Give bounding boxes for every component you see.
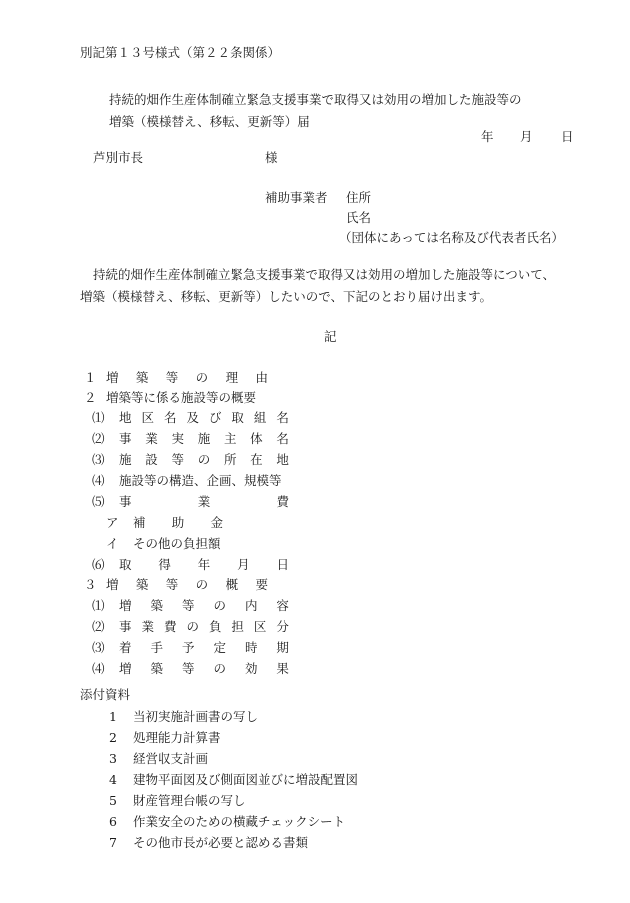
label-char: 容 xyxy=(276,598,289,613)
label-char: の xyxy=(197,452,211,467)
attachment-label: その他市長が必要と認める書類 xyxy=(133,835,309,850)
section-3-title-char: 増 xyxy=(106,577,119,592)
label-char: 業 xyxy=(145,431,158,446)
label-char: 分 xyxy=(276,619,289,634)
section-3-item-label xyxy=(119,621,289,634)
attachment-label: 処理能力計算書 xyxy=(133,730,221,745)
section-1-number: １ xyxy=(84,370,97,385)
label-char: 名 xyxy=(163,410,177,425)
attachment-label: 財産管理台帳の写し xyxy=(133,793,246,808)
label-char: 果 xyxy=(276,661,289,676)
body-text-line2: 増築（模様替え、移転、更新等）したいので、下記のとおり届け出ます。 xyxy=(80,289,493,304)
form-number: 別記第１３号様式（第２２条関係） xyxy=(80,45,281,60)
section-2-item-number: ⑷ xyxy=(92,473,105,488)
section-2-item-number: ⑹ xyxy=(92,557,105,572)
attachment-number: 5 xyxy=(109,793,117,808)
section-2-item-number: ⑸ xyxy=(92,494,105,509)
label-char: 日 xyxy=(276,557,289,572)
sub-item-mark: ア xyxy=(106,515,119,530)
section-1-title xyxy=(106,372,268,385)
label-char: 実 xyxy=(171,431,184,446)
attachment-label: 作業安全のための横藏チェックシート xyxy=(133,814,346,829)
attachment-number: 6 xyxy=(109,814,117,829)
section-2-item-number: ⑶ xyxy=(92,452,105,467)
label-char: 事 xyxy=(119,619,132,634)
label-char: 在 xyxy=(250,452,263,467)
section-2-item-number: ⑴ xyxy=(92,410,105,425)
section-3-item-number: ⑷ xyxy=(92,661,105,676)
label-char: 費 xyxy=(276,494,289,509)
date-day: 日 xyxy=(561,129,574,144)
section-2-item-number: ⑵ xyxy=(92,431,105,446)
date-month: 月 xyxy=(520,129,533,144)
label-char: 手 xyxy=(150,640,163,655)
body-text-line1: 持続的畑作生産体制確立緊急支援事業で取得又は効用の増加した施設等について、 xyxy=(93,267,556,282)
label-char: 増 xyxy=(119,661,132,676)
label-char: 築 xyxy=(150,598,163,613)
label-char: 取 xyxy=(231,410,244,425)
section-3-item-number: ⑴ xyxy=(92,598,105,613)
section-2-title: 増築等に係る施設等の概要 xyxy=(106,390,257,405)
label-char: 年 xyxy=(197,557,211,572)
section-1-title-char: 等 xyxy=(165,370,179,385)
label-char: 期 xyxy=(276,640,289,655)
label-char: 地 xyxy=(119,410,132,425)
document-title-line2: 増築（模様替え、移転、更新等）届 xyxy=(109,114,310,129)
label-char: 助 xyxy=(171,515,185,530)
attachment-number: 1 xyxy=(109,709,117,724)
label-char: の xyxy=(213,661,226,676)
section-3-item-label xyxy=(119,600,289,613)
label-char: 主 xyxy=(223,431,237,446)
label-char: 費 xyxy=(163,619,177,634)
label-char: 体 xyxy=(250,431,263,446)
section-1-title-char: 築 xyxy=(135,370,149,385)
section-3-title-char: 等 xyxy=(165,577,179,592)
applicant-label: 補助事業者 xyxy=(265,190,328,205)
section-2-item-label xyxy=(119,412,289,425)
sub-item-mark: イ xyxy=(106,536,119,551)
label-char: 等 xyxy=(171,452,184,467)
label-char: 等 xyxy=(181,661,195,676)
applicant-name-label: 氏名 xyxy=(346,210,372,225)
attachment-number: 7 xyxy=(109,835,117,850)
label-char: 及 xyxy=(186,410,199,425)
section-3-title-char: 概 xyxy=(225,577,239,592)
section-3-item-number: ⑶ xyxy=(92,640,105,655)
section-2-item-label xyxy=(119,496,289,509)
addressee-honorific: 様 xyxy=(265,150,278,165)
label-char: 補 xyxy=(133,515,146,530)
section-3-item-label xyxy=(119,663,289,676)
label-char: 時 xyxy=(244,640,258,655)
label-char: 増 xyxy=(119,598,132,613)
date-year: 年 xyxy=(481,129,494,144)
label-char: 取 xyxy=(119,557,132,572)
label-char: 施 xyxy=(119,452,132,467)
label-char: の xyxy=(186,619,199,634)
label-char: 定 xyxy=(213,640,226,655)
section-3-title-char: 要 xyxy=(255,577,268,592)
label-char: 施 xyxy=(197,431,211,446)
label-char: 得 xyxy=(158,557,171,572)
label-char: 所 xyxy=(223,452,237,467)
sub-item-label xyxy=(133,517,223,530)
section-3-item-number: ⑵ xyxy=(92,619,105,634)
label-char: 効 xyxy=(244,661,258,676)
label-char: 着 xyxy=(119,640,132,655)
section-2-item-label xyxy=(119,559,289,572)
label-char: 業 xyxy=(197,494,211,509)
section-2-item-label: 施設等の構造、企画、規模等 xyxy=(119,473,282,488)
label-char: 事 xyxy=(119,494,132,509)
label-char: の xyxy=(213,598,226,613)
section-3-title-char: の xyxy=(195,577,209,592)
label-char: 築 xyxy=(150,661,163,676)
label-char: 名 xyxy=(276,431,289,446)
section-2-number: ２ xyxy=(84,390,97,405)
label-char: 組 xyxy=(253,410,267,425)
sub-item-label: その他の負担額 xyxy=(133,536,221,551)
attachment-label: 建物平面図及び側面図並びに増設配置図 xyxy=(133,772,359,787)
attachment-label: 当初実施計画書の写し xyxy=(133,709,259,724)
applicant-note: （団体にあっては名称及び代表者氏名） xyxy=(339,230,564,245)
label-char: 区 xyxy=(253,619,267,634)
label-char: 事 xyxy=(119,431,132,446)
section-3-title-char: 築 xyxy=(135,577,149,592)
label-char: 月 xyxy=(237,557,250,572)
ki-heading: 記 xyxy=(324,329,337,344)
attachments-heading: 添付資料 xyxy=(80,687,131,702)
section-2-item-label xyxy=(119,433,289,446)
section-3-title xyxy=(106,579,268,592)
section-1-title-char: 理 xyxy=(225,370,239,385)
label-char: 業 xyxy=(141,619,154,634)
attachment-label: 経営収支計画 xyxy=(133,751,209,766)
label-char: 等 xyxy=(181,598,195,613)
label-char: 名 xyxy=(276,410,289,425)
label-char: 負 xyxy=(208,619,222,634)
label-char: 地 xyxy=(276,452,289,467)
label-char: び xyxy=(208,410,222,425)
attachment-number: 3 xyxy=(109,751,117,766)
label-char: 設 xyxy=(145,452,158,467)
label-char: 区 xyxy=(141,410,154,425)
label-char: 内 xyxy=(244,598,258,613)
section-1-title-char: 由 xyxy=(255,370,268,385)
attachment-number: 2 xyxy=(109,730,117,745)
section-1-title-char: の xyxy=(195,370,209,385)
section-3-number: ３ xyxy=(84,577,97,592)
section-2-item-label xyxy=(119,454,289,467)
document-title-line1: 持続的畑作生産体制確立緊急支援事業で取得又は効用の増加した施設等の xyxy=(109,92,522,107)
section-3-item-label xyxy=(119,642,289,655)
applicant-address-label: 住所 xyxy=(346,190,372,205)
attachment-number: 4 xyxy=(109,772,117,787)
addressee-name: 芦別市長 xyxy=(93,150,144,165)
label-char: 担 xyxy=(231,619,244,634)
label-char: 金 xyxy=(210,515,223,530)
section-1-title-char: 増 xyxy=(106,370,119,385)
label-char: 予 xyxy=(181,640,195,655)
